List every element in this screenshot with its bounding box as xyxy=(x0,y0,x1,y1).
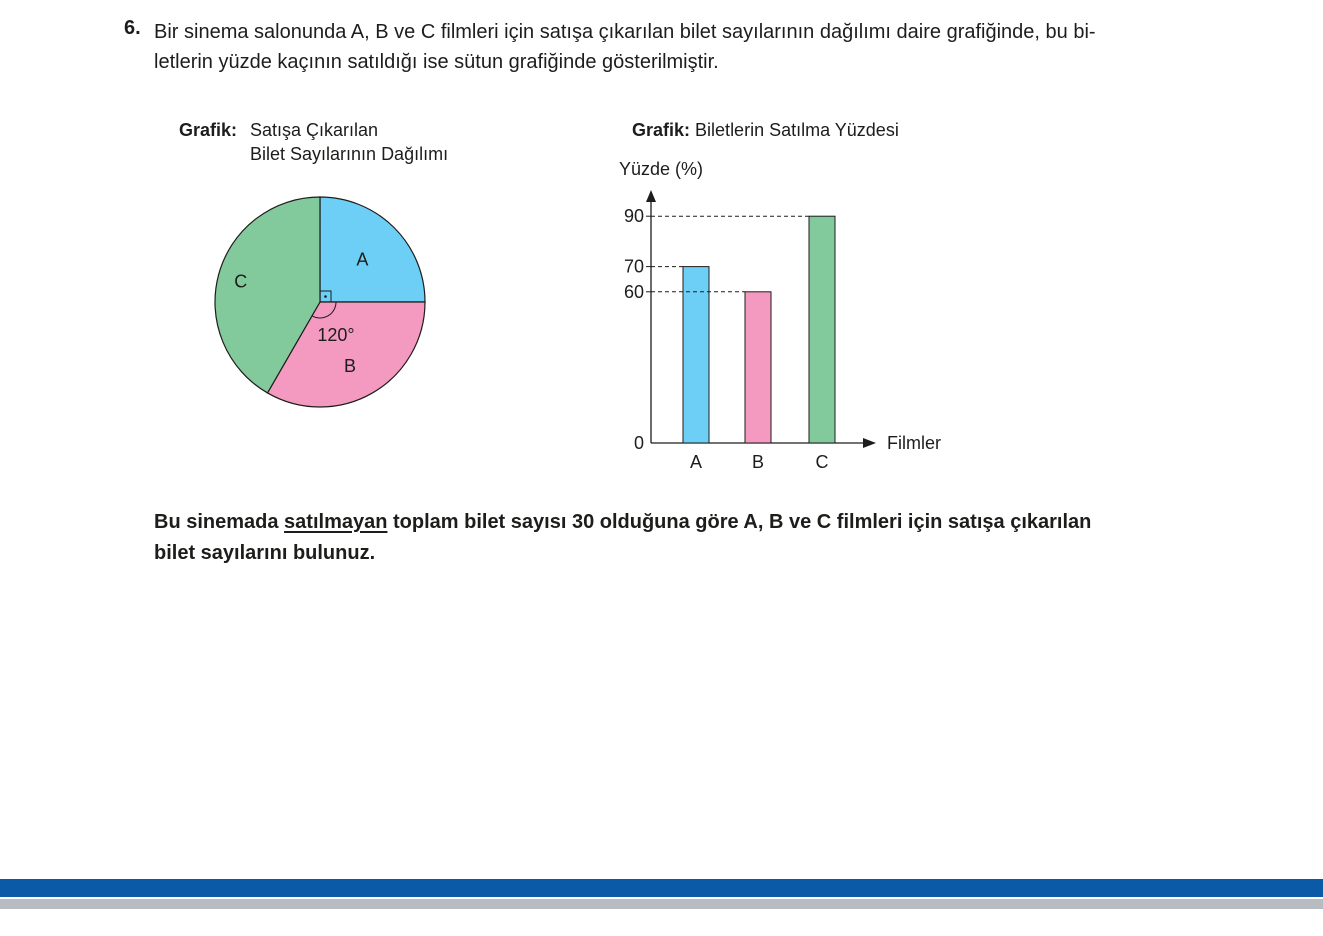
pie-label-b: B xyxy=(343,355,357,376)
x-axis-label: Filmler xyxy=(887,433,941,453)
pie-title xyxy=(179,118,237,142)
x-axis-arrow xyxy=(863,438,876,448)
question-text xyxy=(154,17,1214,77)
pie-title-line-2: Bilet Sayılarının Dağılımı xyxy=(250,144,449,164)
bar-a xyxy=(683,267,709,443)
pie-title-text xyxy=(250,118,448,166)
bottom-question-part-2: toplam bilet sayısı 30 olduğuna göre A, B ve C filmleri için satışa çıkarılan xyxy=(387,511,1092,533)
pie-angle-label-b: 120° xyxy=(317,325,355,345)
pie-slice-a xyxy=(320,197,425,302)
y-axis-arrow xyxy=(646,190,656,202)
footer-band-blue xyxy=(0,879,1323,897)
bar-b xyxy=(745,292,771,443)
pie-title-prefix: Grafik: xyxy=(179,120,238,140)
question-text-line-2: letlerin yüzde kaçının satıldığı ise sütun grafiğinde gösterilmiştir. xyxy=(154,51,719,73)
bar-title-prefix: Grafik: xyxy=(632,120,691,140)
pie-label-c: C xyxy=(234,271,248,292)
bottom-question-underlined: satılmayan xyxy=(284,511,388,533)
bottom-question xyxy=(154,507,1234,569)
x-tick-label-c: C xyxy=(815,452,829,472)
y-tick-label-70: 70 xyxy=(623,256,644,277)
right-angle-dot xyxy=(324,295,327,298)
question-text-line-1: Bir sinema salonunda A, B ve C filmleri için satışa çıkarılan bilet sayılarının dağılımı daire grafiğinde, bu bi- xyxy=(154,21,1096,43)
bar-title xyxy=(632,118,899,142)
x-tick-label-b: B xyxy=(751,452,765,472)
y-tick-label-90: 90 xyxy=(623,206,644,227)
y-tick-label-0: 0 xyxy=(633,433,644,453)
pie-title-line-1: Satışa Çıkarılan xyxy=(250,120,379,140)
bar-title-text: Biletlerin Satılma Yüzdesi xyxy=(695,120,899,140)
y-tick-label-60: 60 xyxy=(623,281,644,302)
bar-chart xyxy=(600,155,980,485)
x-tick-label-a: A xyxy=(689,452,703,472)
bottom-question-part-3: bilet sayılarını bulunuz. xyxy=(154,542,376,564)
bar-c xyxy=(809,216,835,443)
question-number: 6. xyxy=(124,17,141,39)
bottom-question-part-1: Bu sinemada xyxy=(154,511,285,533)
y-axis-label: Yüzde (%) xyxy=(618,159,704,179)
pie-label-a: A xyxy=(356,249,369,270)
footer-band-gray xyxy=(0,899,1323,909)
pie-chart xyxy=(200,185,440,425)
